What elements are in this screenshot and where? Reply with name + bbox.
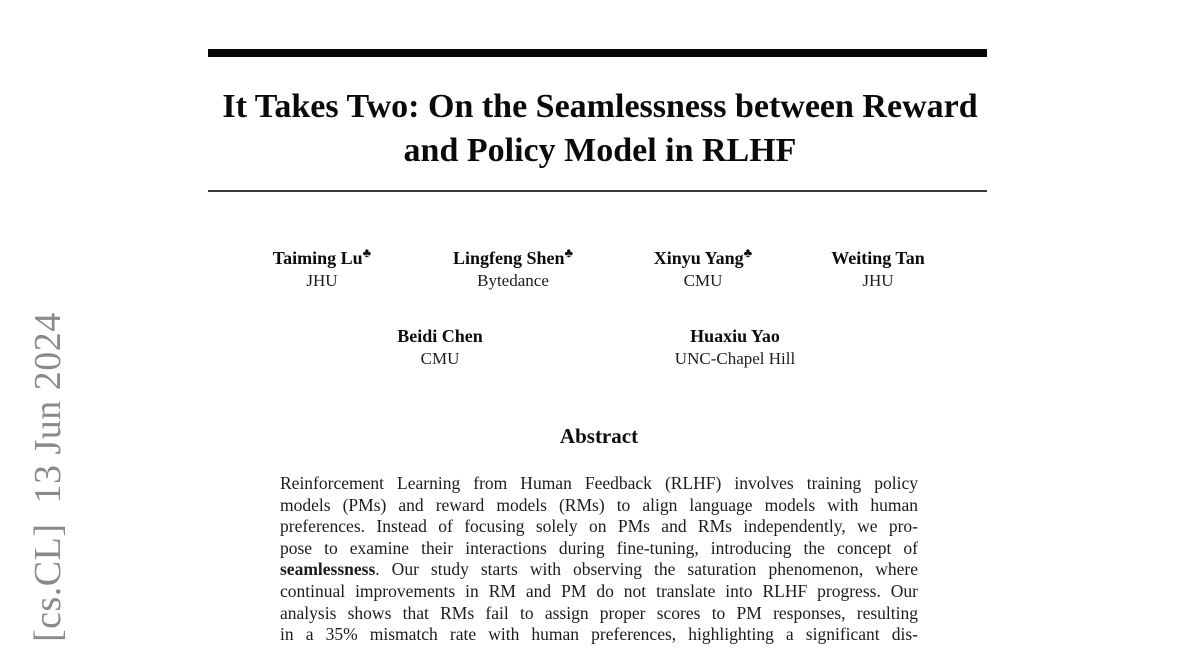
- author-affiliation: CMU: [683, 271, 723, 290]
- author-name: [654, 247, 752, 270]
- abstract-line-text: models (PMs) and reward models (RMs) to align language models with human: [280, 494, 918, 515]
- abstract-line: [280, 603, 918, 625]
- author-name-text: Beidi Chen: [397, 326, 483, 346]
- abstract-line-text: in a 35% mismatch rate with human preferences, highlighting a significant dis-: [280, 624, 918, 645]
- club-marker-icon: ♣: [362, 245, 372, 260]
- abstract-line: [280, 538, 918, 560]
- paper-title: [110, 85, 1090, 173]
- author-block-huaxiu-yao: [675, 325, 795, 370]
- abstract-line-text: continual improvements in RM and PM do not translate into RLHF progress. Our: [280, 580, 918, 601]
- abstract-line: [280, 624, 918, 646]
- author-affiliation: JHU: [862, 271, 894, 290]
- author-name: [831, 247, 925, 270]
- abstract-line: [280, 473, 918, 495]
- top-rule: [208, 49, 987, 57]
- author-affiliation: Bytedance: [477, 271, 549, 290]
- author-name-text: Taiming Lu: [272, 248, 363, 268]
- club-marker-icon: ♣: [743, 245, 753, 260]
- abstract-heading: Abstract: [559, 424, 639, 448]
- paper-title-line1: It Takes Two: On the Seamlessness between Reward: [222, 88, 978, 125]
- author-affiliation: JHU: [306, 271, 338, 290]
- club-marker-icon: ♣: [564, 245, 574, 260]
- author-name-text: Lingfeng Shen: [452, 248, 565, 268]
- abstract-line-text: analysis shows that RMs fail to assign proper scores to PM responses, resulting: [280, 602, 918, 623]
- author-affiliation: CMU: [420, 349, 460, 368]
- author-block-lingfeng-shen: [453, 247, 573, 292]
- author-name: [675, 325, 795, 348]
- author-name-text: Weiting Tan: [831, 248, 925, 268]
- author-block-xinyu-yang: [654, 247, 752, 292]
- abstract-line-text: pose to examine their interactions during fine-tuning, introducing the concept of: [280, 537, 918, 558]
- arxiv-watermark: [cs.CL] 13 Jun 2024: [27, 312, 69, 642]
- author-block-weiting-tan: [831, 247, 925, 292]
- author-name-text: Xinyu Yang: [653, 248, 744, 268]
- abstract-line-text: preferences. Instead of focusing solely on PMs and RMs independently, we pro-: [280, 516, 918, 537]
- author-name: [453, 247, 573, 270]
- abstract-body: [280, 473, 918, 646]
- paper-title-line2: and Policy Model in RLHF: [403, 132, 797, 169]
- author-affiliation: UNC-Chapel Hill: [674, 349, 796, 368]
- title-rule: [208, 190, 987, 192]
- abstract-line-text: Reinforcement Learning from Human Feedback (RLHF) involves training policy: [280, 473, 918, 493]
- abstract-line: [280, 495, 918, 517]
- abstract-bold-text: seamlessness: [280, 559, 376, 580]
- abstract-line: [280, 559, 918, 581]
- author-name-text: Huaxiu Yao: [690, 326, 780, 346]
- abstract-line-text: . Our study starts with observing the saturation phenomenon, where: [375, 559, 918, 580]
- abstract-line: [280, 516, 918, 538]
- author-block-beidi-chen: [397, 325, 483, 370]
- author-name: [273, 247, 371, 270]
- author-name: [397, 325, 483, 348]
- abstract-line: [280, 581, 918, 603]
- author-block-taiming-lu: [273, 247, 371, 292]
